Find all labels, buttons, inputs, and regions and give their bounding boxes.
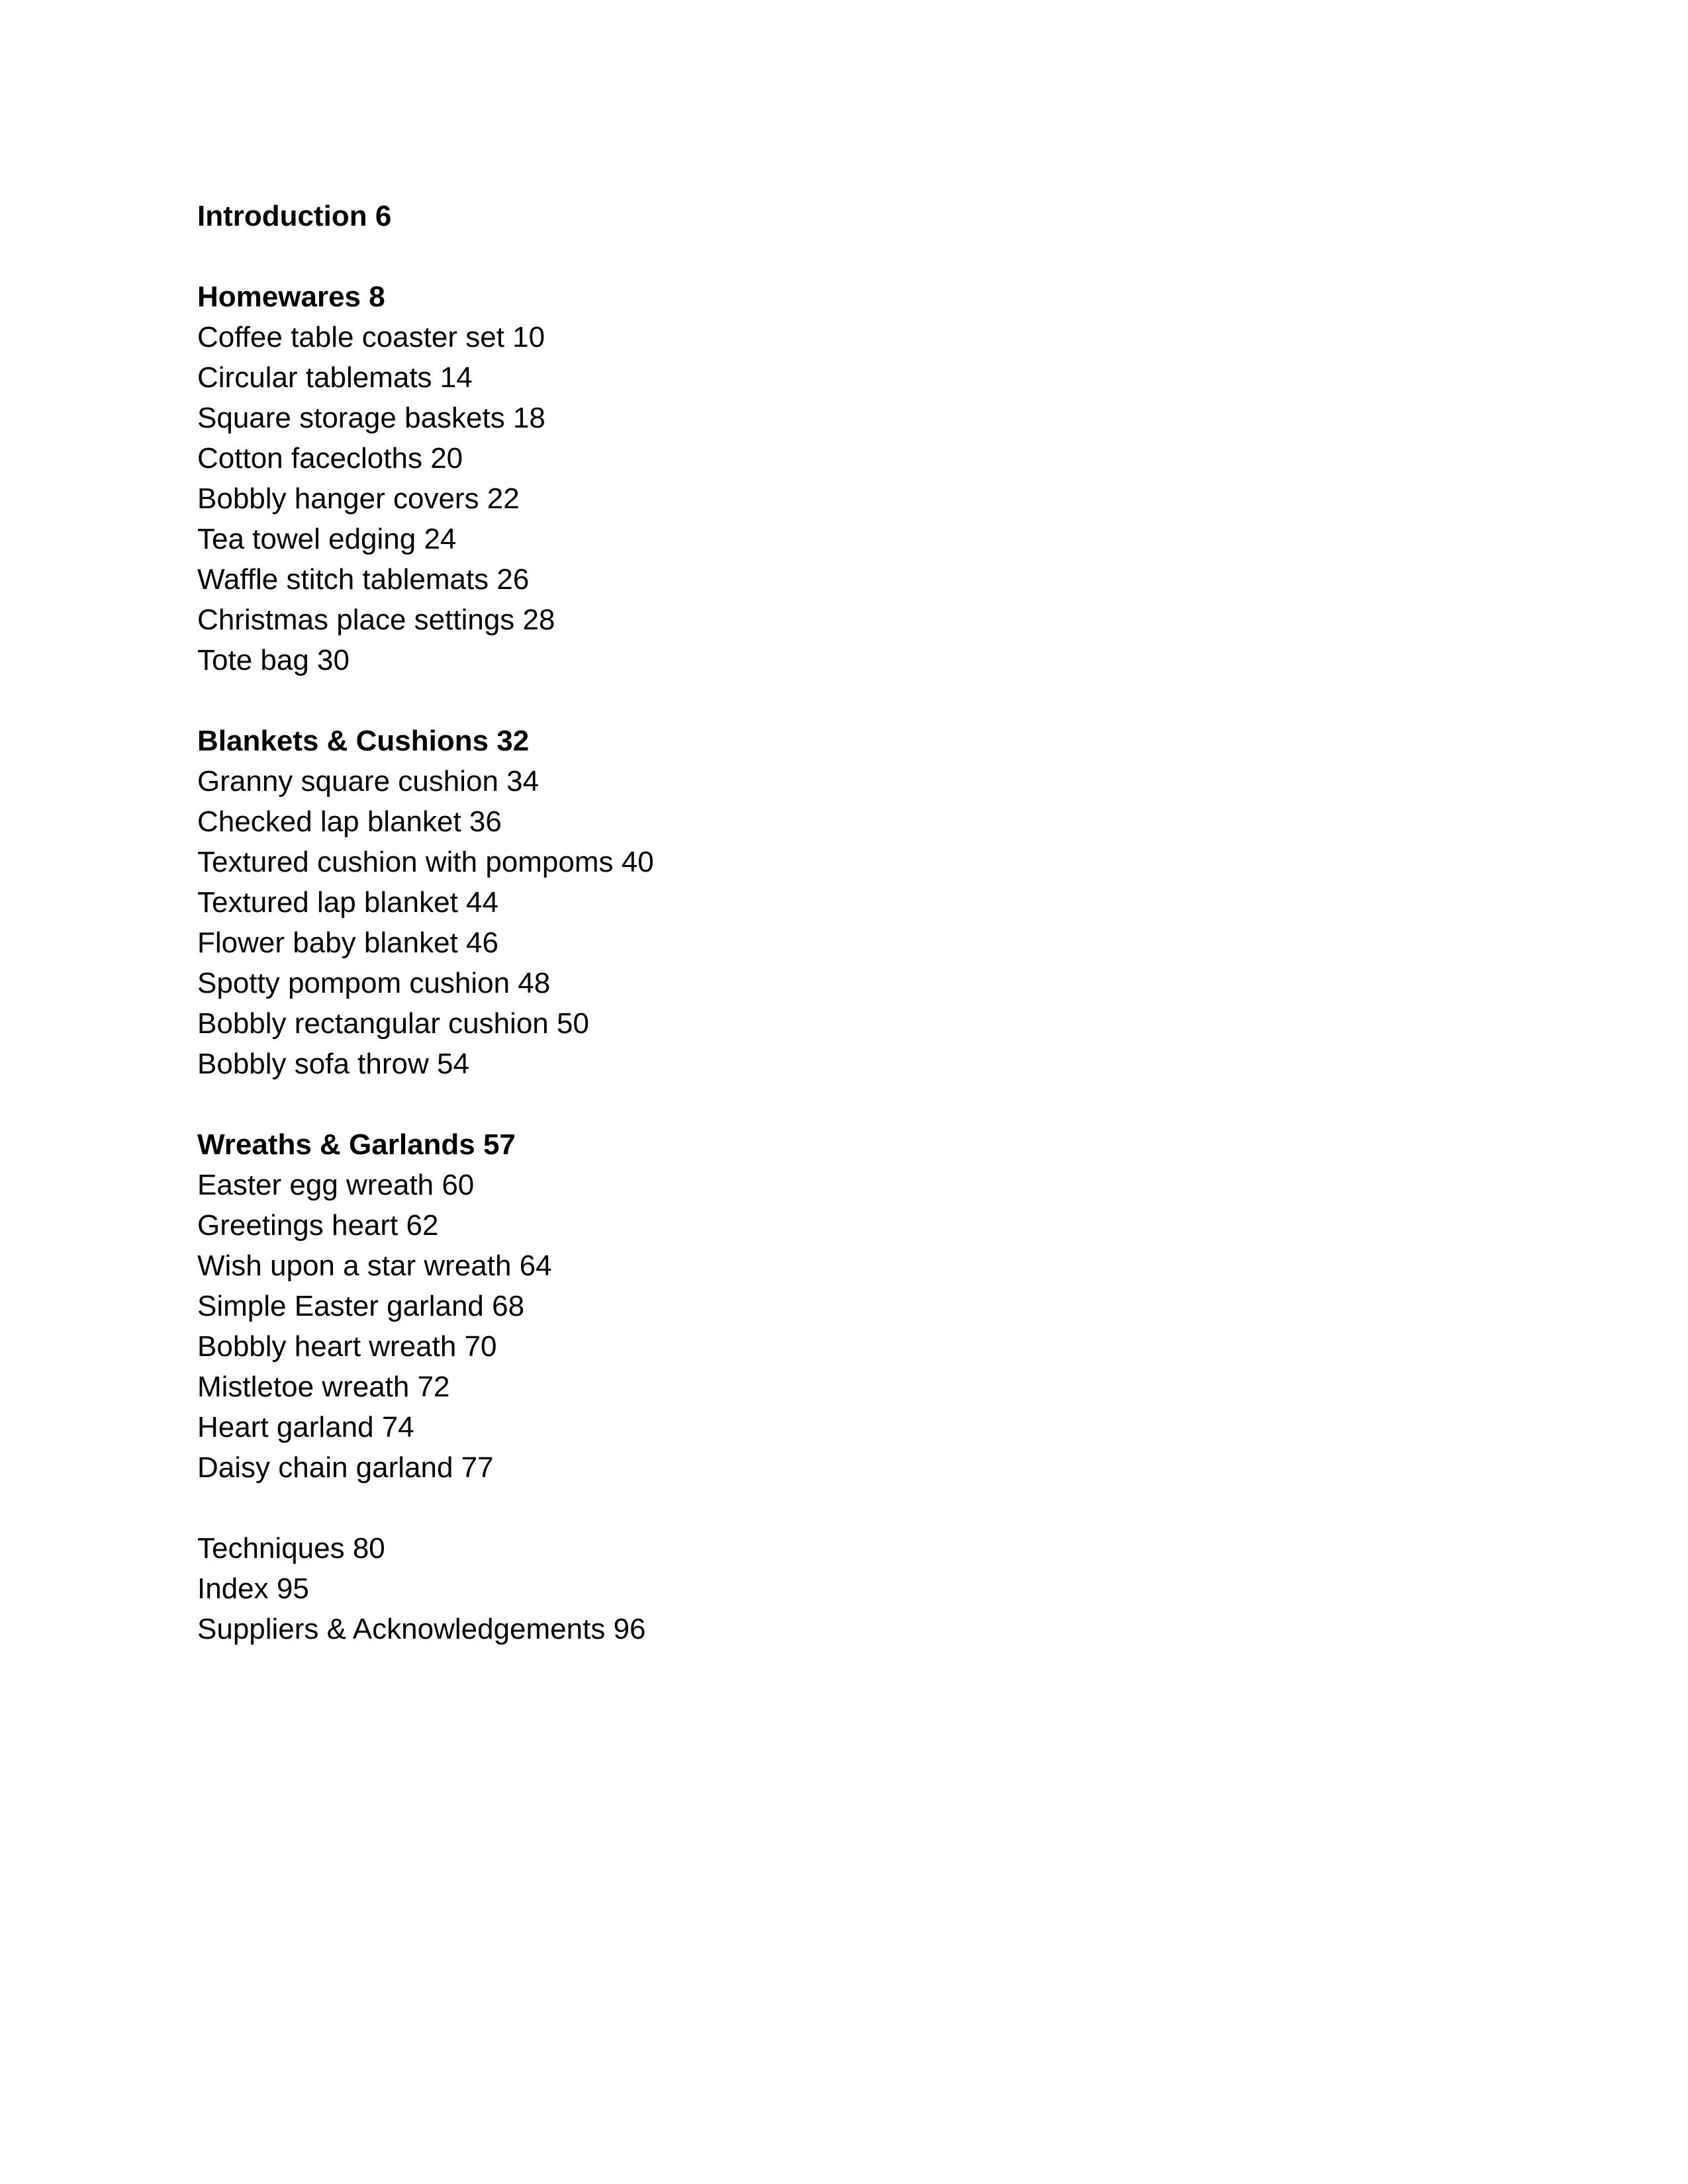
toc-entry: Simple Easter garland 68 bbox=[197, 1290, 525, 1322]
table-of-contents bbox=[197, 196, 654, 1649]
section-spacer bbox=[197, 1488, 654, 1528]
toc-entry: Bobbly hanger covers 22 bbox=[197, 482, 520, 515]
toc-entry: Granny square cushion 34 bbox=[197, 765, 539, 797]
toc-section-blankets-cushions bbox=[197, 721, 654, 1084]
section-spacer bbox=[197, 236, 654, 277]
toc-entry: Daisy chain garland 77 bbox=[197, 1451, 494, 1484]
toc-entry: Easter egg wreath 60 bbox=[197, 1169, 475, 1201]
section-heading: Blankets & Cushions 32 bbox=[197, 725, 530, 757]
toc-entry: Techniques 80 bbox=[197, 1532, 385, 1565]
toc-entry: Suppliers & Acknowledgements 96 bbox=[197, 1613, 646, 1645]
toc-entry: Tea towel edging 24 bbox=[197, 523, 457, 555]
toc-entry: Tote bag 30 bbox=[197, 644, 350, 676]
toc-section-wreaths-garlands bbox=[197, 1124, 654, 1488]
toc-entry: Spotty pompom cushion 48 bbox=[197, 967, 551, 999]
toc-entry: Bobbly rectangular cushion 50 bbox=[197, 1007, 589, 1040]
section-heading: Homewares 8 bbox=[197, 281, 385, 313]
toc-entry: Circular tablemats 14 bbox=[197, 361, 473, 394]
toc-entry: Bobbly sofa throw 54 bbox=[197, 1048, 469, 1080]
toc-entry: Square storage baskets 18 bbox=[197, 402, 545, 434]
toc-entry: Flower baby blanket 46 bbox=[197, 927, 498, 959]
toc-entry: Textured lap blanket 44 bbox=[197, 886, 498, 919]
section-spacer bbox=[197, 1084, 654, 1124]
toc-entry: Textured cushion with pompoms 40 bbox=[197, 846, 654, 878]
toc-entry: Mistletoe wreath 72 bbox=[197, 1371, 450, 1403]
toc-entry: Heart garland 74 bbox=[197, 1411, 414, 1443]
toc-entry: Index 95 bbox=[197, 1572, 309, 1605]
section-spacer bbox=[197, 680, 654, 721]
toc-entry: Checked lap blanket 36 bbox=[197, 805, 502, 838]
toc-entry: Greetings heart 62 bbox=[197, 1209, 439, 1242]
section-heading: Wreaths & Garlands 57 bbox=[197, 1128, 516, 1161]
toc-entry: Cotton facecloths 20 bbox=[197, 442, 463, 475]
toc-introduction: Introduction 6 bbox=[197, 200, 392, 232]
toc-section-homewares bbox=[197, 277, 654, 680]
toc-entry: Waffle stitch tablemats 26 bbox=[197, 563, 530, 596]
toc-entry: Bobbly heart wreath 70 bbox=[197, 1330, 497, 1363]
toc-entry: Coffee table coaster set 10 bbox=[197, 321, 545, 353]
toc-entry: Christmas place settings 28 bbox=[197, 604, 555, 636]
toc-back-matter bbox=[197, 1528, 654, 1649]
toc-entry: Wish upon a star wreath 64 bbox=[197, 1250, 552, 1282]
